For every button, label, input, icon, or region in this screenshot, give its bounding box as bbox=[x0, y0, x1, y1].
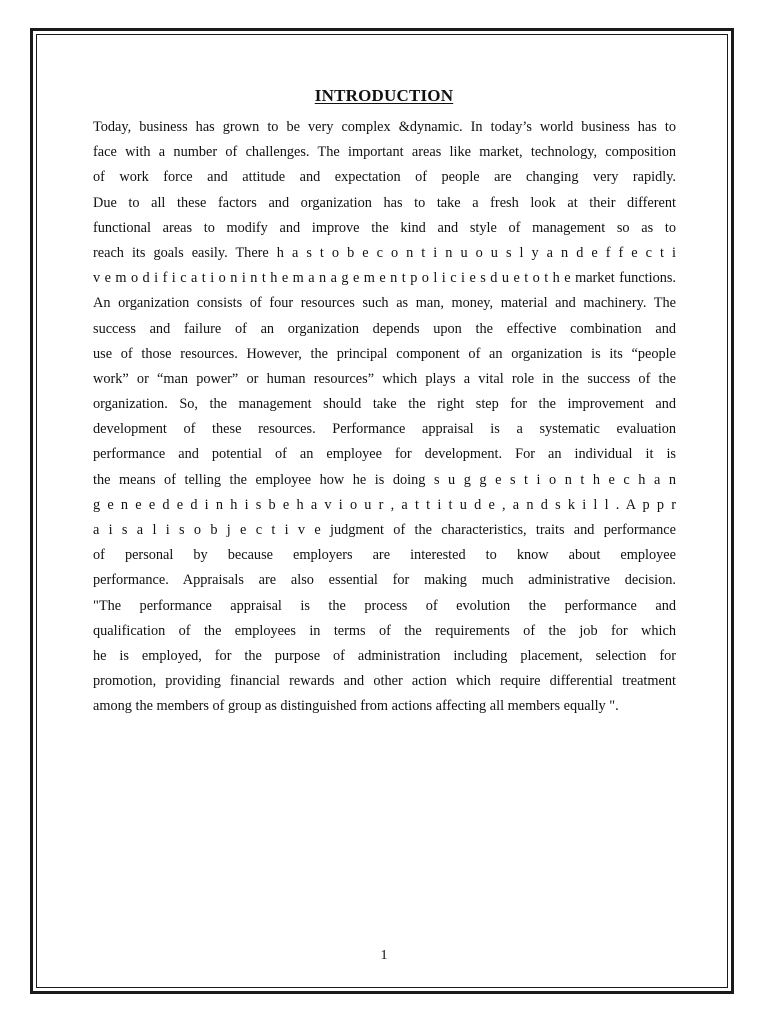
text-line: performance and potential of an employee for development. For an individual it is bbox=[93, 446, 676, 463]
text-line: "The performance appraisal is the process of evolution the performance and bbox=[93, 597, 676, 614]
text-line: of work force and attitude and expectation of people are changing very rapidly. bbox=[93, 169, 676, 186]
text-line: functional areas to modify and improve the kind and style of management so as to bbox=[93, 219, 676, 236]
text-line: promotion, providing financial rewards and other action which require differential treatment bbox=[93, 673, 676, 690]
introduction-paragraph bbox=[93, 115, 676, 720]
text-line: performance. Appraisals are also essential for making much administrative decision. bbox=[93, 572, 676, 589]
text-line: among the members of group as distinguished from actions affecting all members equally ". bbox=[93, 698, 619, 715]
text-line: g e n e e d e d i n h i s b e h a v i o u r , a t t i t u d e , a n d s k i l l . A p p r bbox=[93, 496, 676, 513]
page-number: 1 bbox=[380, 948, 388, 963]
text-line: Today, business has grown to be very complex &dynamic. In today’s world business has to bbox=[93, 119, 676, 135]
text-line: qualification of the employees in terms of the requirements of the job for which bbox=[93, 622, 676, 639]
text-line: reach its goals easily. There h a s t o b e c o n t i n u o u s l y a n d e f f e c t i bbox=[93, 244, 676, 261]
text-line: An organization consists of four resources such as man, money, material and machinery. The bbox=[93, 295, 676, 312]
text-line: v e m o d i f i c a t i o n i n t h e m a n a g e m e n t p o l i c i e s d u e t o t h e market functions. bbox=[93, 270, 676, 287]
text-line: face with a number of challenges. The important areas like market, technology, composition bbox=[93, 144, 676, 161]
text-line: development of these resources. Performance appraisal is a systematic evaluation bbox=[93, 421, 676, 438]
page-title: INTRODUCTION bbox=[314, 86, 454, 105]
text-line: a i s a l i s o b j e c t i v e judgment of the characteristics, traits and performance bbox=[93, 522, 676, 538]
text-line: success and failure of an organization depends upon the effective combination and bbox=[93, 320, 676, 337]
text-line: use of those resources. However, the principal component of an organization is its “people bbox=[93, 345, 676, 362]
text-line: the means of telling the employee how he is doing s u g g e s t i o n t h e c h a n bbox=[93, 471, 676, 488]
text-line: he is employed, for the purpose of administration including placement, selection for bbox=[93, 647, 676, 664]
text-line: organization. So, the management should take the right step for the improvement and bbox=[93, 396, 676, 413]
text-line: work” or “man power” or human resources” which plays a vital role in the success of the bbox=[93, 370, 676, 387]
text-line: Due to all these factors and organization has to take a fresh look at their different bbox=[93, 194, 676, 211]
text-line: of personal by because employers are interested to know about employee bbox=[93, 547, 676, 564]
